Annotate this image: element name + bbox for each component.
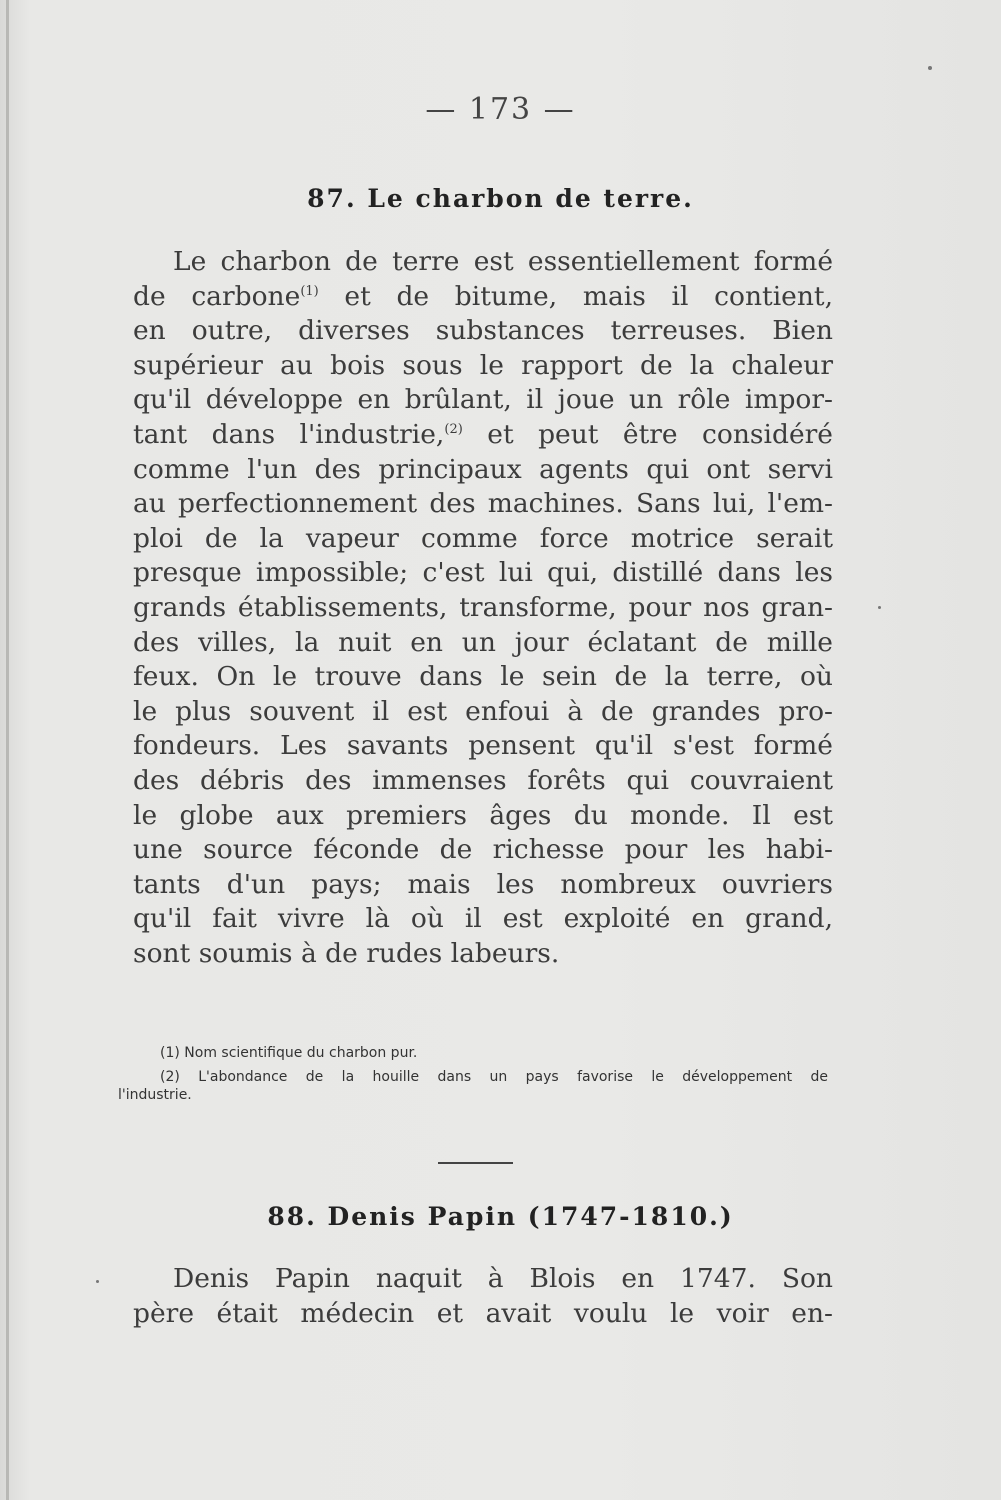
page-spine-edge <box>6 0 9 1500</box>
text-line-with-note <box>133 418 833 453</box>
text-fragment: et de bitume, mais il contient, <box>344 280 833 312</box>
footnote-1: (1) Nom scientifique du charbon pur. <box>160 1045 418 1061</box>
text-line: feux. On le trouve dans le sein de la terre, où <box>133 661 833 693</box>
text-line: des villes, la nuit en un jour éclatant de mille <box>133 626 833 658</box>
text-line: le globe aux premiers âges du monde. Il est <box>133 799 833 831</box>
text-line: qu'il fait vivre là où il est exploité en grand, <box>133 903 833 935</box>
text-line: une source féconde de richesse pour les habi- <box>133 834 833 866</box>
footnote-2: (2) L'abondance de la houille dans un pays favorise le développement de <box>160 1069 828 1085</box>
text-line: presque impossible; c'est lui qui, distillé dans les <box>133 557 833 589</box>
section-heading-87: 87. Le charbon de terre. <box>307 184 694 213</box>
text-line: au perfectionnement des machines. Sans lui, l'em- <box>133 488 833 520</box>
text-line: père était médecin et avait voulu le voir en- <box>133 1297 833 1329</box>
section-87-paragraph <box>133 245 833 971</box>
footnote-2-continuation: l'industrie. <box>118 1087 192 1103</box>
note-reference: (2) <box>444 422 463 438</box>
note-reference: (1) <box>300 283 319 299</box>
paper-speck <box>928 66 932 70</box>
text-line: fondeurs. Les savants pensent qu'il s'est formé <box>133 730 833 762</box>
paper-speck <box>96 1280 99 1283</box>
page-number: — 173 — <box>425 92 576 127</box>
text-fragment: et peut être considéré <box>487 418 833 450</box>
paper-speck <box>878 606 881 609</box>
text-line: supérieur au bois sous le rapport de la chaleur <box>133 349 833 381</box>
text-fragment: de carbone <box>133 280 301 312</box>
section-heading-88: 88. Denis Papin (1747-1810.) <box>267 1202 734 1231</box>
text-line: qu'il développe en brûlant, il joue un rôle impor- <box>133 384 833 416</box>
text-line: comme l'un des principaux agents qui ont servi <box>133 453 833 485</box>
footnotes <box>118 1044 828 1104</box>
section-divider <box>438 1162 513 1164</box>
text-line-with-note <box>133 280 833 315</box>
text-fragment: tant dans l'industrie, <box>133 418 445 450</box>
text-line: en outre, diverses substances terreuses. Bien <box>133 315 833 347</box>
text-line: le plus souvent il est enfoui à de grandes pro- <box>133 695 833 727</box>
text-line: ploi de la vapeur comme force motrice serait <box>133 522 833 554</box>
text-line: tants d'un pays; mais les nombreux ouvriers <box>133 868 833 900</box>
text-line: des débris des immenses forêts qui couvraient <box>133 764 833 796</box>
text-line: Denis Papin naquit à Blois en 1747. Son <box>173 1263 833 1294</box>
section-88-paragraph <box>133 1262 833 1331</box>
text-line: sont soumis à de rudes labeurs. <box>133 937 560 969</box>
text-line: grands établissements, transforme, pour nos gran- <box>133 591 833 623</box>
text-line: Le charbon de terre est essentiellement formé <box>173 246 833 277</box>
